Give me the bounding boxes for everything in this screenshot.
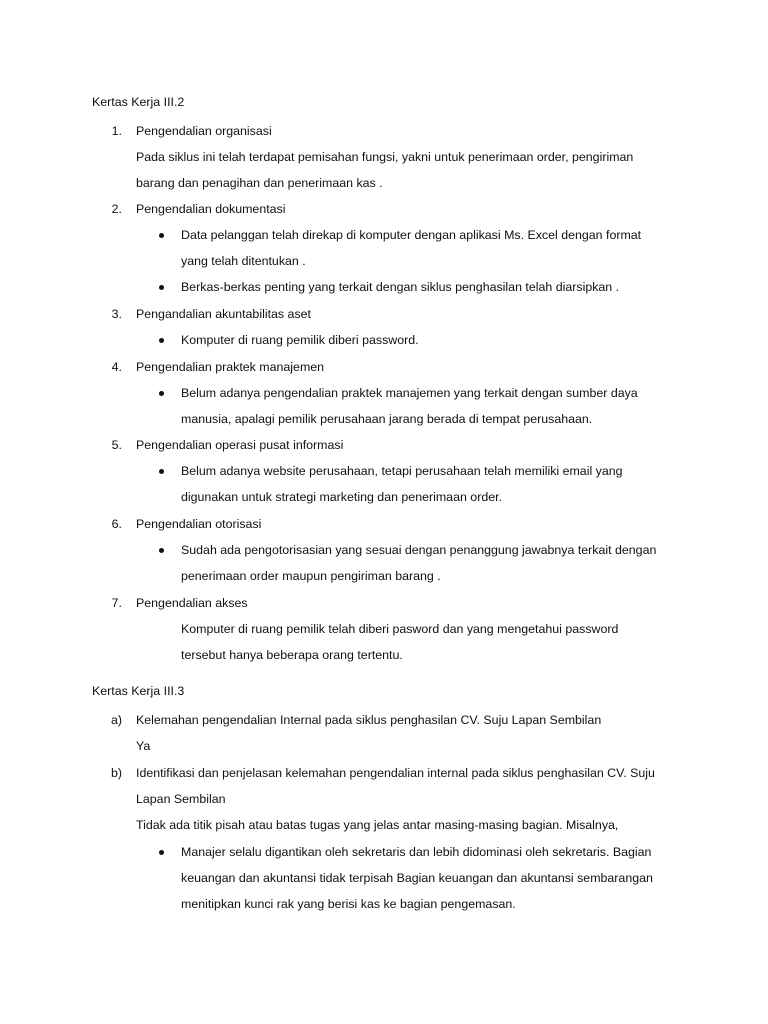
answer-text: Ya (136, 739, 151, 753)
list-number: 2. (111, 202, 122, 216)
list-item-title: Pengendalian organisasi (136, 124, 272, 138)
list-number: 5. (111, 438, 122, 452)
bullet-text: Komputer di ruang pemilik diberi password. (181, 333, 419, 347)
bullet-text: Belum adanya pengendalian praktek manajemen yang terkait dengan sumber daya (181, 386, 638, 400)
list-label: b) (110, 766, 122, 780)
bullet-icon (159, 469, 164, 474)
bullet-text: Belum adanya website perusahaan, tetapi perusahaan telah memiliki email yang (181, 464, 623, 478)
bullet-text: digunakan untuk strategi marketing dan penerimaan order. (181, 490, 502, 504)
bullet-text: Berkas-berkas penting yang terkait dengan siklus penghasilan telah diarsipkan . (181, 280, 620, 294)
section-heading: Kertas Kerja III.2 (92, 95, 185, 109)
bullet-icon (159, 548, 164, 553)
bullet-text: Sudah ada pengotorisasian yang sesuai dengan penanggung jawabnya terkait dengan (181, 543, 657, 557)
bullet-icon (159, 285, 164, 290)
answer-text: Tidak ada titik pisah atau batas tugas yang jelas antar masing-masing bagian. Misalnya, (136, 818, 619, 832)
list-number: 6. (111, 517, 122, 531)
bullet-icon (159, 233, 164, 238)
list-item-title: Pengandalian akuntabilitas aset (136, 307, 311, 321)
bullet-text: menitipkan kunci rak yang berisi kas ke bagian pengemasan. (181, 897, 516, 911)
list-item-title: Pengendalian otorisasi (136, 517, 262, 531)
bullet-icon (159, 850, 164, 855)
bullet-text: manusia, apalagi pemilik perusahaan jarang berada di tempat perusahaan. (181, 412, 593, 426)
list-item-title: Pengendalian dokumentasi (136, 202, 286, 216)
list-item-title: Lapan Sembilan (136, 792, 226, 806)
list-number: 3. (111, 307, 122, 321)
paragraph-line: Komputer di ruang pemilik telah diberi pasword dan yang mengetahui password (181, 622, 619, 636)
list-item-title: Pengendalian akses (136, 596, 248, 610)
list-item-title: Identifikasi dan penjelasan kelemahan pengendalian internal pada siklus penghasilan CV. Suju (136, 766, 655, 780)
bullet-text: yang telah ditentukan . (181, 254, 306, 268)
paragraph-line: Pada siklus ini telah terdapat pemisahan fungsi, yakni untuk penerimaan order, pengiriman (136, 150, 634, 164)
bullet-icon (159, 338, 164, 343)
list-number: 1. (111, 124, 122, 138)
bullet-text: keuangan dan akuntansi tidak terpisah Bagian keuangan dan akuntansi sembarangan (181, 871, 653, 885)
list-label: a) (110, 713, 122, 727)
paragraph-line: barang dan penagihan dan penerimaan kas . (136, 176, 383, 190)
list-number: 4. (111, 360, 122, 374)
section-heading: Kertas Kerja III.3 (92, 684, 185, 698)
list-number: 7. (111, 596, 122, 610)
list-item-title: Kelemahan pengendalian Internal pada siklus penghasilan CV. Suju Lapan Sembilan (136, 713, 602, 727)
bullet-text: Manajer selalu digantikan oleh sekretaris dan lebih didominasi oleh sekretaris. Bagian (181, 845, 652, 859)
bullet-text: Data pelanggan telah direkap di komputer dengan aplikasi Ms. Excel dengan format (181, 228, 642, 242)
paragraph-line: tersebut hanya beberapa orang tertentu. (181, 648, 403, 662)
list-item-title: Pengendalian praktek manajemen (136, 360, 325, 374)
bullet-text: penerimaan order maupun pengiriman barang . (181, 569, 441, 583)
bullet-icon (159, 391, 164, 396)
list-item-title: Pengendalian operasi pusat informasi (136, 438, 344, 452)
